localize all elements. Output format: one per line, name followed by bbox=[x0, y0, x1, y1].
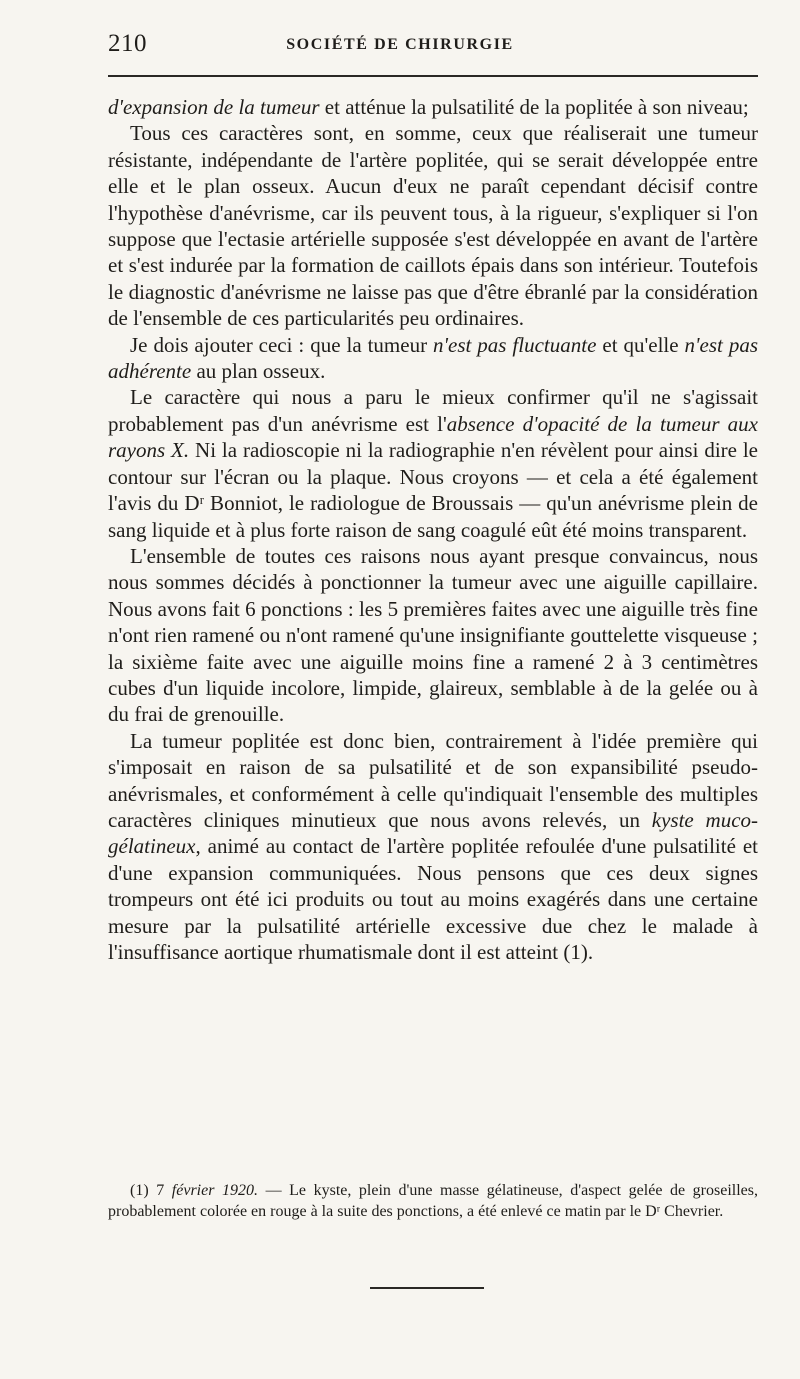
text-span: (1) 7 bbox=[130, 1182, 172, 1199]
text-span: — Le kyste, plein d'une masse gélatineuse, d'aspect gelée de groseilles, probablement colorée en rouge à la suite des ponctions, a été enlevé ce matin par le Dʳ Chevrier. bbox=[108, 1182, 758, 1220]
paragraph bbox=[108, 728, 758, 966]
text-span: Je dois ajouter ceci : que la tumeur bbox=[130, 332, 434, 357]
header-rule bbox=[108, 75, 758, 77]
end-rule bbox=[370, 1287, 484, 1289]
text-span: Tous ces caractères sont, en somme, ceux que réaliserait une tumeur résistante, indépendante de l'artère poplitée, qui se serait développée entre elle et le plan osseux. Aucun d'eux ne paraît cependant décisif contre l'hypothèse d'anévrisme, car ils peuvent tous, à la rigueur, s'expliquer si l'on suppose que l'ectasie artérielle supposée s'est développée en avant de l'artère et s'est indurée par la formation de caillots épais dans son intérieur. Toutefois le diagnostic d'anévrisme ne laisse pas que d'être ébranlé par la considération de l'ensemble de ces particularités peu ordinaires. bbox=[108, 121, 758, 331]
text-span: Ni la radioscopie ni la radiographie n'en révèlent pour ainsi dire le contour sur l'écran ou la plaque. Nous croyons — et cela a été également l'avis du Dʳ Bonniot, le radiologue de Broussais — qu'un anévrisme plein de sang liquide et à plus forte raison de sang coagulé eût été moins transparent. bbox=[108, 438, 759, 542]
text-span: n'est pas adhérente bbox=[108, 332, 758, 384]
paragraph bbox=[108, 543, 758, 728]
paragraph bbox=[108, 94, 758, 120]
text-span: d'expansion de la tumeur bbox=[108, 95, 320, 119]
text-span: et qu'elle bbox=[596, 332, 685, 357]
paragraph bbox=[108, 120, 758, 331]
running-head: SOCIÉTÉ DE CHIRURGIE bbox=[286, 36, 514, 53]
paragraph bbox=[108, 384, 758, 542]
text-span: , animé au contact de l'artère poplitée refoulée d'une pulsatilité et d'une expansion communiquées. Nous pensons que ces deux signes trompeurs ont été ici produits ou tout au moins exagérés dans une certaine mesure par la pulsatilité artérielle excessive due chez le malade à l'insuffisance aortique rhumatismale dont il est atteint (1). bbox=[108, 834, 758, 964]
page-number: 210 bbox=[108, 30, 147, 57]
paragraph bbox=[108, 332, 758, 385]
text-span: au plan osseux. bbox=[191, 359, 326, 384]
text-span: Le caractère qui nous a paru le mieux confirmer qu'il ne s'agissait probablement pas d'un anévrisme est l' bbox=[108, 385, 758, 436]
text-span: n'est pas fluctuante bbox=[433, 332, 597, 357]
text-span: février 1920. bbox=[171, 1182, 259, 1199]
text-span: kyste muco-gélatineux bbox=[108, 807, 759, 859]
text-span: absence d'opacité de la tumeur aux rayons X. bbox=[108, 411, 759, 463]
text-span: L'ensemble de toutes ces raisons nous ayant presque convaincus, nous nous sommes décidés à ponctionner la tumeur avec une aiguille capillaire. Nous avons fait 6 ponctions : les 5 premières faites avec une aiguille très fine n'ont rien ramené ou n'ont ramené qu'une insignifiante gouttelette visqueuse ; la sixième faite avec une aiguille moins fine a ramené 2 à 3 centimètres cubes d'un liquide incolore, limpide, glaireux, semblable à de la gelée ou à du frai de grenouille. bbox=[108, 543, 758, 727]
text-span: et atténue la pulsatilité de la poplitée à son niveau; bbox=[319, 95, 749, 119]
body-text bbox=[108, 94, 758, 965]
footnote bbox=[108, 1180, 758, 1222]
text-span: La tumeur poplitée est donc bien, contrairement à l'idée première qui s'imposait en raison de sa pulsatilité et de son expansibilité pseudo-anévrismales, et conformément à celle qu'indiquait l'ensemble des multiples caractères cliniques minutieux que nous avons relevés, un bbox=[108, 728, 758, 832]
